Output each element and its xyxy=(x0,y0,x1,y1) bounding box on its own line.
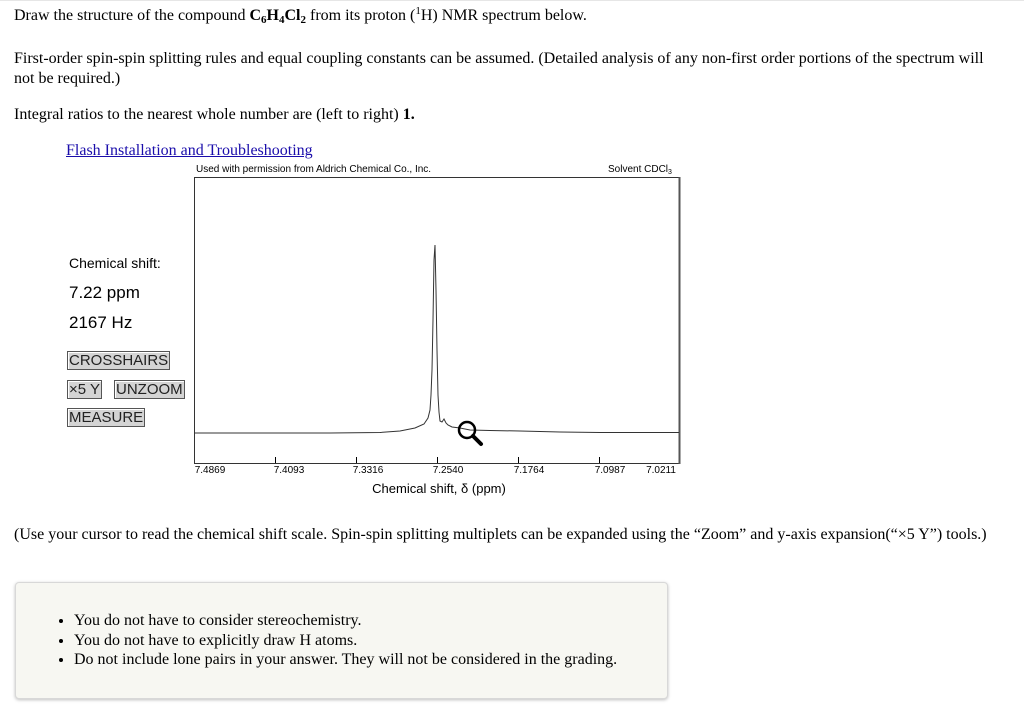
unzoom-button[interactable]: UNZOOM xyxy=(116,381,183,398)
integral-ratios-value: 1. xyxy=(402,106,415,123)
chemical-shift-label: Chemical shift: xyxy=(69,255,161,271)
x-axis-title: Chemical shift, δ (ppm) xyxy=(372,481,506,496)
measure-button[interactable]: MEASURE xyxy=(69,409,144,426)
x-tick-label: 7.3316 xyxy=(352,465,384,476)
usage-hint-paragraph: (Use your cursor to read the chemical shift scale. Spin-spin splitting multiplets can be expanded using the “Zoom” and y-axis expansion(“×5 Y”) tools.) xyxy=(14,526,987,543)
title-text: Draw the structure of the compound xyxy=(14,7,250,24)
x-tick-label: 7.4869 xyxy=(194,465,226,476)
instructions-paragraph: First-order spin-spin splitting rules and equal coupling constants can be assumed. (Detailed analysis of any non-first order portions of the spectrum will not be required.) xyxy=(14,50,984,87)
question-title: Draw the structure of the compound $C_6H_4Cl_2$ from its proton ($^1$H) NMR spectrum below. xyxy=(14,5,587,26)
ppm-readout: 7.22 ppm xyxy=(69,283,140,302)
notes-list xyxy=(16,611,617,670)
crosshairs-button[interactable]: CROSSHAIRS xyxy=(69,352,169,369)
x-tick-label: 7.2540 xyxy=(432,465,464,476)
flash-installation-link[interactable]: Flash Installation and Troubleshooting xyxy=(66,142,313,159)
note-item: • Do not include lone pairs in your answer. They will not be considered in the grading. xyxy=(74,650,617,670)
integral-ratios-text: Integral ratios to the nearest whole number are (left to right) 1. xyxy=(14,106,415,123)
x-tick-label: 7.0987 xyxy=(594,465,626,476)
notes-box xyxy=(15,582,668,699)
solvent-label: Solvent CDCl$_3$ xyxy=(608,164,672,176)
note-item: • You do not have to consider stereochemistry. xyxy=(74,611,617,631)
x-tick-label: 7.1764 xyxy=(513,465,545,476)
x5-y-expand-button[interactable]: ×5 Y xyxy=(69,381,101,398)
hz-readout: 2167 Hz xyxy=(69,313,133,332)
spectrum-credit: Used with permission from Aldrich Chemical Co., Inc. xyxy=(196,164,432,175)
x-tick-label: 7.4093 xyxy=(273,465,305,476)
molecular-formula: $C_6H_4Cl_2$ xyxy=(249,7,306,26)
note-item: • You do not have to explicitly draw H atoms. xyxy=(74,631,617,651)
x-tick-label: 7.0211 xyxy=(646,465,676,476)
